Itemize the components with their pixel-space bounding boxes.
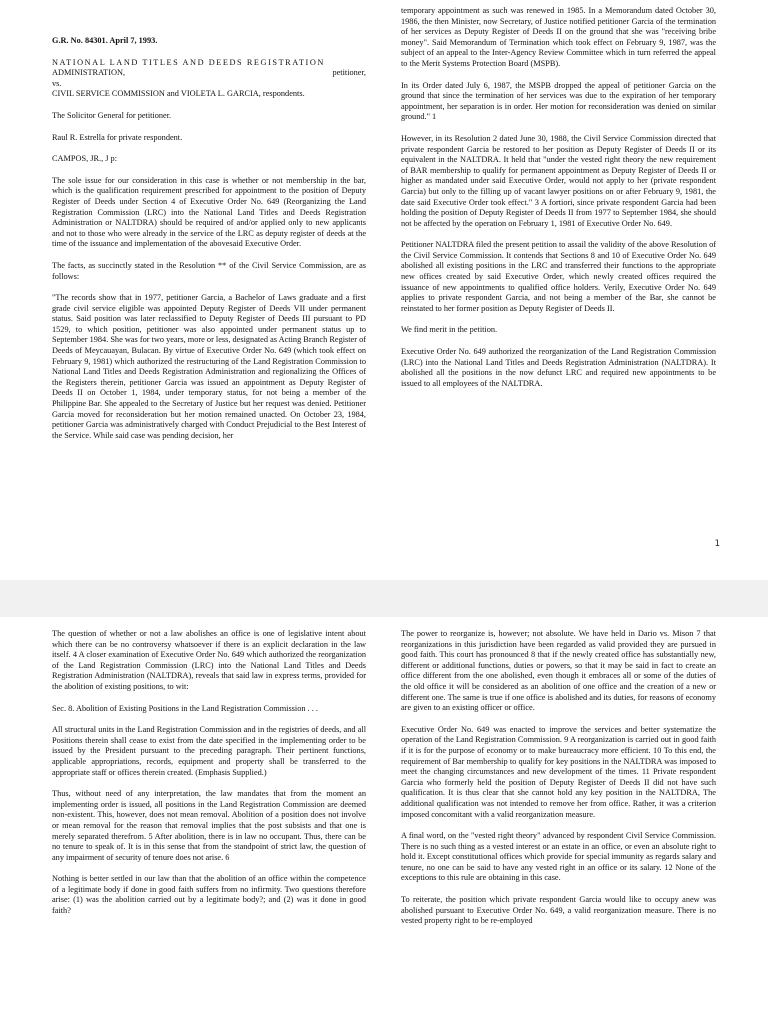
paragraph: Petitioner NALTDRA filed the present petition to assail the validity of the above Resolution of the Civil Service Commission. It contends that Sections 8 and 10 of Executive Order No. 649 abolished all existing positions in the LRC and transferred their functions to the appropriate new offices created by said Executive Order, which newly created offices required the issuance of new appointments to qualified office holders. Verily, Executive Order No. 649 applies to private respondent Garcia, and not being a member of the Bar, she cannot be reinstated to her former position as Deputy Register of Deeds II. xyxy=(401,240,716,313)
section-heading: Sec. 8. Abolition of Existing Positions in the Land Registration Commission . . . xyxy=(52,703,318,713)
paragraph: However, in its Resolution 2 dated June 30, 1988, the Civil Service Commission directed that private respondent Garcia be restored to her position as Deputy Register of Deeds II or its equivalent in the NALTDRA. It held that "under the vested right theory the new requirement of BAR membership to qualify for permanent appointment as Deputy Register of Deeds II or higher as mandated under said Executive Order, would not apply to her (private respondent Garcia) but only to the filling up of vacant lawyer positions on or after February 9, 1981, the date said Executive Order took effect." 3 A fortiori, since private respondent Garcia had been holding the position of Deputy Register of Deeds II from 1977 to September 1984, she should not be affected by the operation on February 1, 1981 of Executive Order No. 649. xyxy=(401,133,716,228)
page1-right-column xyxy=(401,6,716,400)
paragraph: "The records show that in 1977, petitioner Garcia, a Bachelor of Laws graduate and a first grade civil service eligible was appointed Deputy Register of Deeds VII under permanent status. Said position was later reclassified to Deputy Register of Deeds III pursuant to PD 1529, to which position, petitioner was also appointed under permanent status up to September 1984. She was for two years, more or less, designated as Acting Branch Register of Deeds of Meycauayan, Bulacan. By virtue of Executive Order No. 649 (which took effect on February 9, 1981) which authorized the restructuring of the Land Registration Commission to National Land Titles and Deeds Registration Administration and regionalizing the Offices of the Registers therein, petitioner Garcia was issued an appointment as Deputy Register of Deeds II on October 1, 1984, under temporary status, for not being a member of the Philippine Bar. She appealed to the Secretary of Justice but her request was denied. Petitioner Garcia moved for reconsideration but her motion remained unacted. On October 23, 1984, petitioner Garcia was administratively charged with Conduct Prejudicial to the Best Interest of the Service. While said case was pending decision, her xyxy=(52,293,366,440)
caption-respondents: CIVIL SERVICE COMMISSION and VIOLETA L. GARCIA, respondents. xyxy=(52,89,305,99)
caption-party-line xyxy=(52,68,366,79)
paragraph: The question of whether or not a law abolishes an office is one of legislative intent about which there can be no controversy whatsoever if there is an explicit declaration in the law itself. 4 A closer examination of Executive Order No. 649 which authorized the reorganization of the Land Registration Commission (LRC) into the National Land Titles and Deeds Registration Administration (NALTDRA), reveals that said law in express terms, provided for the abolition of existing positions, to wit: xyxy=(52,629,366,691)
case-title: G.R. No. 84301. April 7, 1993. xyxy=(52,36,158,45)
caption-line-1 xyxy=(52,58,366,69)
counsel-respondent: Raul R. Estrella for private respondent. xyxy=(52,132,183,142)
paragraph: Executive Order No. 649 authorized the reorganization of the Land Registration Commission (LRC) into the National Land Titles and Deeds Registration Administration (NALTDRA). It abolished all the positions in the now defunct LRC and required new appointments to be issued to all employees of the NALTDRA. xyxy=(401,347,716,388)
paragraph: Nothing is better settled in our law than that the abolition of an office within the competence of a legitimate body if done in good faith suffers from no infirmity. Two questions therefore arise: (1) was the abolition carried out by a legitimate body?; and (2) was it done in good faith? xyxy=(52,874,366,916)
page1-left-column xyxy=(52,36,366,452)
paragraph: The power to reorganize is, however; not absolute. We have held in Dario vs. Mison 7 that reorganizations in this jurisdiction have been regarded as valid provided they are pursued in good faith. This court has pronounced 8 that if the newly created office has substantially new, different or additional functions, duties or powers, so that it may be said in fact to create an office different from the one abolished, even though it embraces all or some of the duties of the old office it will be considered as an abolition of one office and the creation of a new or different one. The same is true if one office is abolished and its duties, for reasons of economy are given to an existing officer or office. xyxy=(401,629,716,713)
paragraph: Executive Order No. 649 was enacted to improve the services and better systematize the operation of the Land Registration Commission. 9 A reorganization is carried out in good faith if it is for the purpose of economy or to make bureaucracy more efficient. 10 To this end, the requirement of Bar membership to qualify for key positions in the NALTDRA was imposed to meet the changing circumstances and new development of the times. 11 Private respondent Garcia who formerly held the position of Deputy Register of Deeds II did not have such qualification. It is thus clear that she cannot hold any key position in the NALTDRA, The additional qualification was not intended to remove her from office. Rather, it was a criterion imposed concomitant with a valid reorganization measure. xyxy=(401,724,716,819)
paragraph: temporary appointment as such was renewed in 1985. In a Memorandum dated October 30, 1986, the then Minister, now Secretary, of Justice notified petitioner Garcia of the termination of her services as Deputy Register of Deeds II on the ground that she was "receiving bribe money". Said Memorandum of Termination which took effect on February 9, 1987, was the subject of an appeal to the Inter-Agency Review Committee which in turn referred the appeal to the Merit Systems Protection Board (MSPB). xyxy=(401,6,716,68)
page-number: 1 xyxy=(714,539,720,549)
paragraph: All structural units in the Land Registration Commission and in the registries of deeds, and all Positions therein shall cease to exist from the date specified in the implementing order to be issued by the President pursuant to the preceding paragraph. Their pertinent functions, applicable appropriations, records, equipment and property shall be transferred to the appropriate staff or offices therein created. (Emphasis Supplied.) xyxy=(52,725,366,777)
case-caption xyxy=(52,58,366,100)
page-separator xyxy=(0,580,768,617)
ponente: CAMPOS, JR., J p: xyxy=(52,154,118,164)
page2-left-column xyxy=(52,629,366,928)
paragraph: Thus, without need of any interpretation, the law mandates that from the moment an implementing order is issued, all positions in the Land Registration Commission are deemed non-existent. This, however, does not mean removal. Abolition of a position does not involve or mean removal for the reason that removal implies that the post subsists and that one is merely separated therefrom. 5 After abolition, there is in law no occupant. Thus, there can be no tenure to speak of. It is in this sense that from the standpoint of strict law, the question of any impairment of security of tenure does not arise. 6 xyxy=(52,789,366,862)
caption-vs: vs. xyxy=(52,78,62,88)
paragraph: The facts, as succinctly stated in the Resolution ** of the Civil Service Commission, are as follows: xyxy=(52,260,366,281)
caption-party-right: petitioner, xyxy=(332,68,366,78)
paragraph: To reiterate, the position which private respondent Garcia would like to occupy anew was abolished pursuant to Executive Order No. 649, a valid reorganization measure. There is no vested property right to be re-employed xyxy=(401,895,716,926)
paragraph: The sole issue for our consideration in this case is whether or not membership in the bar, which is the qualification requirement prescribed for appointment to the position of Deputy Register of Deeds under Section 4 of Executive Order No. 649 (Reorganizing the Land Registration Commission (LRC) into the National Land Titles and Deeds Registration Administration or NALTDRA) should be required of and/or applied only to new applicants and not to those who were already in the service of the LRC as deputy register of deeds at the time of the issuance and implementation of the abovesaid Executive Order. xyxy=(52,175,366,249)
counsel-petitioner: The Solicitor General for petitioner. xyxy=(52,110,172,120)
paragraph: A final word, on the "vested right theory" advanced by respondent Civil Service Commission. There is no such thing as a vested interest or an estate in an office, or even an absolute right to hold it. Except constitutional offices which provide for special immunity as regards salary and tenure, no one can be said to have any vested right in an office or its salary. 12 None of the exceptions to this rule are obtaining in this case. xyxy=(401,831,716,883)
document-page-2 xyxy=(0,617,768,1024)
caption-party-left: ADMINISTRATION, xyxy=(52,68,126,78)
paragraph: We find merit in the petition. xyxy=(401,325,498,335)
page2-right-column xyxy=(401,629,716,938)
paragraph: In its Order dated July 6, 1987, the MSPB dropped the appeal of petitioner Garcia on the ground that since the termination of her services was due to the expiration of her temporary appointment, her separation is in order. Her motion for reconsideration was denied on similar ground." 1 xyxy=(401,80,716,122)
caption-line-1-text: NATIONAL LAND TITLES AND DEEDS REGISTRATION xyxy=(52,57,325,67)
